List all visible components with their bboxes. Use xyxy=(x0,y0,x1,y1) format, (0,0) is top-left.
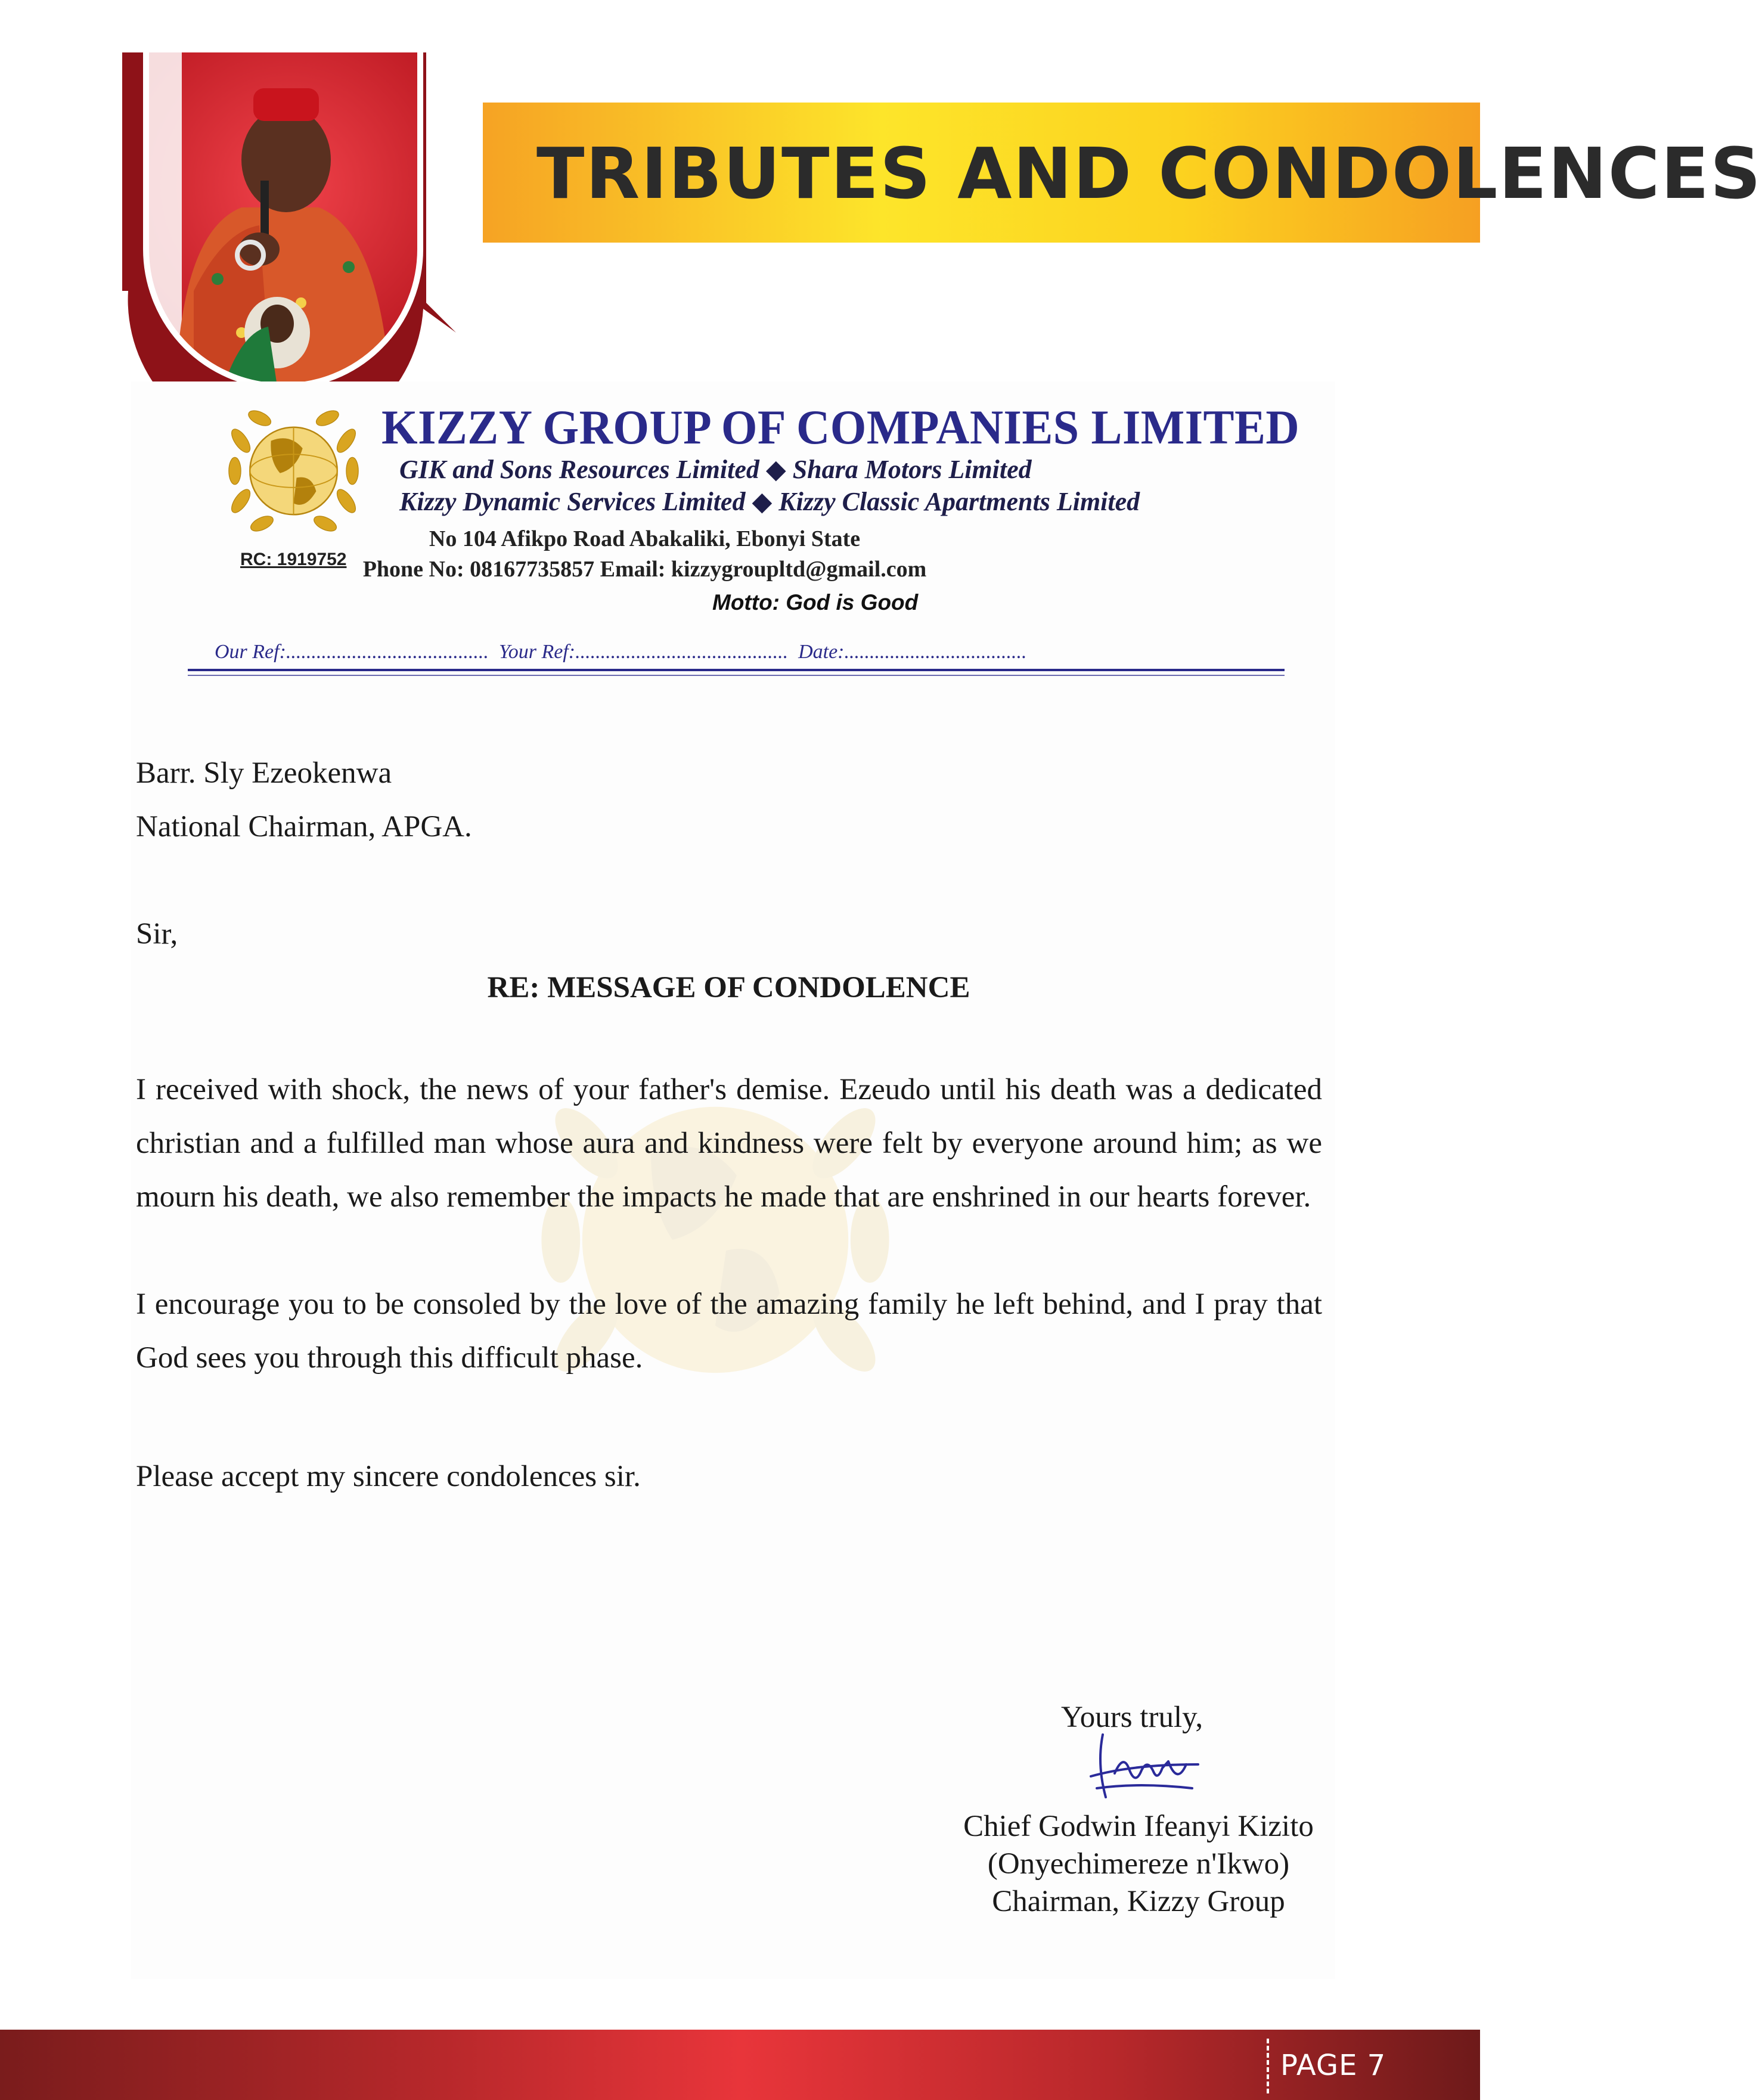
letterhead-rule xyxy=(188,669,1285,671)
valediction: Yours truly, xyxy=(1061,1701,1203,1734)
recipient-name: Barr. Sly Ezeokenwa xyxy=(136,756,392,790)
letter-subject: RE: MESSAGE OF CONDOLENCE xyxy=(487,971,970,1004)
page-footer xyxy=(0,2030,1480,2100)
recipient-title: National Chairman, APGA. xyxy=(136,810,472,843)
your-ref: Your Ref:.......................................... xyxy=(498,641,789,663)
body-paragraph-2: I encourage you to be consoled by the love of the amazing family he left behind, and I pray that God sees you through this difficult phase. xyxy=(136,1288,1322,1375)
handwritten-signature xyxy=(1079,1729,1210,1806)
company-address: No 104 Afikpo Road Abakaliki, Ebonyi State xyxy=(429,526,861,551)
title-banner xyxy=(483,103,1762,243)
our-ref: Our Ref:........................................ xyxy=(215,641,489,663)
company-contact: Phone No: 08167735857 Email: kizzygroupltd@gmail.com xyxy=(362,557,927,582)
letterhead-rule-thin xyxy=(188,675,1285,676)
date-field: Date:.................................... xyxy=(798,641,1027,663)
body-paragraph-1: I received with shock, the news of your father's demise. Ezeudo until his death was a dedicated christian and a fulfilled man whose aura and kindness were felt by everyone around him; as we mourn his death, we also remember the impacts he made that are enshrined in our hearts forever. xyxy=(136,1073,1322,1214)
subsidiaries-line-2: Kizzy Dynamic Services Limited ◆ Kizzy Classic Apartments Limited xyxy=(399,487,1140,516)
signatory-name: Chief Godwin Ifeanyi Kizito xyxy=(963,1810,1314,1843)
header-portrait xyxy=(122,52,456,368)
rc-number: RC: 1919752 xyxy=(240,550,347,569)
footer-separator xyxy=(1267,2039,1269,2093)
reference-row xyxy=(215,641,1276,663)
company-globe-logo-icon xyxy=(218,399,370,542)
page-title: TRIBUTES AND CONDOLENCES xyxy=(536,132,1762,215)
signatory-role: Chairman, Kizzy Group xyxy=(992,1885,1285,1918)
company-name: KIZZY GROUP OF COMPANIES LIMITED xyxy=(381,400,1300,454)
portrait-image xyxy=(122,52,456,368)
page-number: PAGE 7 xyxy=(1280,2049,1386,2082)
subsidiaries-line-1: GIK and Sons Resources Limited ◆ Shara Motors Limited xyxy=(399,455,1032,484)
signatory-title: (Onyechimereze n'Ikwo) xyxy=(987,1847,1290,1881)
salutation: Sir, xyxy=(136,917,178,951)
closing-line: Please accept my sincere condolences sir. xyxy=(136,1460,641,1493)
signature-block xyxy=(912,1808,1365,1921)
company-motto: Motto: God is Good xyxy=(712,590,919,615)
